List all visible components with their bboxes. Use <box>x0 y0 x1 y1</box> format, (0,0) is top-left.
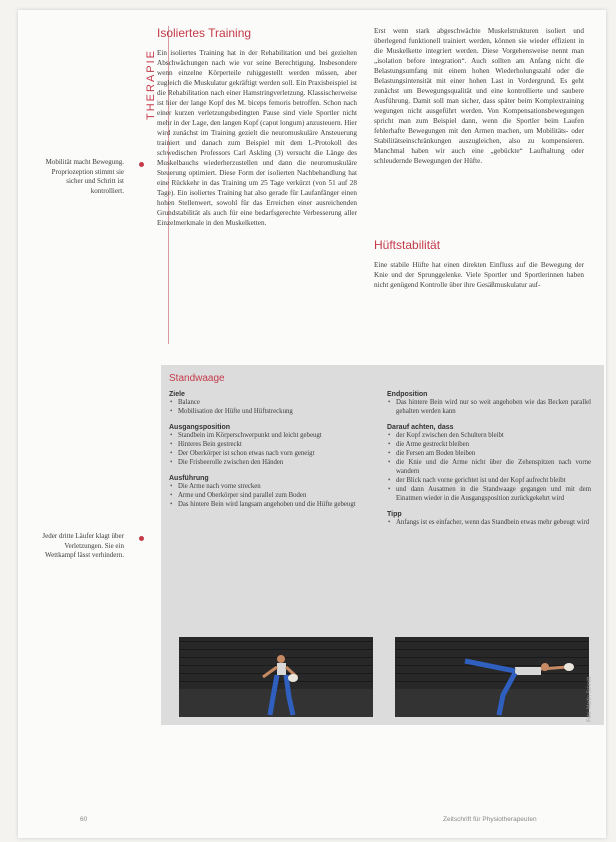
end-position-label: Endposition <box>387 391 428 398</box>
list-item: • Hinteres Bein gestreckt <box>178 440 365 449</box>
goals-label: Ziele <box>169 391 185 398</box>
attention-label: Darauf achten, dass <box>387 424 454 431</box>
article-column-2-continued: Eine stabile Hüfte hat einen direkten Einfluss auf die Bewegung der Knie und der Sprunggelenke. Viele Sportler und Sportlerinnen haben nicht genügend Kontrolle über ihre Gesäßmuskulatur auf- <box>374 261 584 289</box>
execution-list <box>169 482 365 509</box>
margin-note-marker <box>139 162 144 167</box>
page-number: 60 <box>80 816 88 823</box>
athlete-standing-figure <box>179 637 373 717</box>
exercise-title: Standwaage <box>169 373 225 384</box>
exercise-photo-start <box>179 637 373 717</box>
margin-note-2: Jeder dritte Läufer klagt über Verletzungen. Sie ein Wettkampf lässt verhindern. <box>42 532 124 559</box>
exercise-photo-end <box>395 637 593 722</box>
tip-list <box>387 518 591 527</box>
attention-list <box>387 431 591 503</box>
list-item: • Die Arme nach vorne strecken <box>178 482 365 491</box>
list-item: • Das hintere Bein wird nur so weit angehoben wie das Becken parallel gehalten werden kann <box>396 398 591 416</box>
athlete-balance-figure <box>395 637 589 717</box>
exercise-right-column <box>387 391 591 527</box>
execution-label: Ausführung <box>169 475 209 482</box>
margin-note-1: Mobilität macht Bewegung. Propriozeption stimmt sie sicher und Schritt ist kontrolliert. <box>45 158 124 195</box>
start-position-list <box>169 431 365 467</box>
list-item: • Die Frisbeerolle zwischen den Händen <box>178 458 365 467</box>
list-item: • die Knie und die Arme nicht über die Zehenspitzen nach vorne wandern <box>396 458 591 476</box>
list-item: • der Blick nach vorne gerichtet ist und der Kopf aufrecht bleibt <box>396 476 591 485</box>
tip-label: Tipp <box>387 511 402 518</box>
margin-note-marker <box>139 536 144 541</box>
list-item: • Mobilisation der Hüfte und Hüftstreckung <box>178 407 365 416</box>
journal-title: Zeitschrift für Physiotherapeuten <box>443 816 537 823</box>
list-item: • Arme und Oberkörper sind parallel zum Boden <box>178 491 365 500</box>
list-item: • die Fersen am Boden bleiben <box>396 449 591 458</box>
article-heading-2: Hüftstabilität <box>374 238 441 252</box>
photo-credit: Foto: Martin Schmitt <box>587 677 593 722</box>
list-item: • Anfangs ist es einfacher, wenn das Standbein etwas mehr gebeugt wird <box>396 518 591 527</box>
end-position-list <box>387 398 591 416</box>
exercise-left-column <box>169 391 365 509</box>
list-item: • der Kopf zwischen den Schultern bleibt <box>396 431 591 440</box>
list-item: • Das hintere Bein wird langsam angehoben und die Hüfte gebeugt <box>178 500 365 509</box>
list-item: • Der Oberkörper ist schon etwas nach vorn geneigt <box>178 449 365 458</box>
exercise-box <box>161 365 604 725</box>
article-heading: Isoliertes Training <box>157 26 252 40</box>
list-item: • Standbein im Körperschwerpunkt und leicht gebeugt <box>178 431 365 440</box>
article-column-1: Ein isoliertes Training hat in der Rehabilitation und bei gezielten Abschwächungen nach wie vor seine Berechtigung. Insbesondere wenn einzelne Körperteile ruhiggestellt werden müssen, aber zugleich die Muskulatur gekräftigt werden soll. Ein Praxisbeispiel ist die Rehabilitation nach einer Hamstringverletzung. Klassischerweise ist hier der lange Kopf des M. biceps femoris betroffen. Schon nach einer kurzen verletzungsbedingten Pause sind viele Sportler nicht mehr in der Lage, den langen Kopf (caput longum) anzusteuern. Hier wird zunächst im Training gezielt die neuromuskuläre Ansteuerung trainiert und danach zum Beispiel mit dem L-Protokoll des schwedischen Professors Carl Askling (3) versucht die Länge des Muskelbauchs wiederherzustellen und dann die neuromuskuläre Steuerung optimiert. Diese Form der isolierten Nachbehandlung hat eine Rückkehr in das Training um 25 Tage verkürzt (von 51 auf 28 Tage). Ein isoliertes Training hat also gerade für Laufanfänger einen hohen Stellenwert, sowohl für das Erreichen einer ausreichenden Grundstabilität als auch für eine bedarfsgerechte Verbesserung aller Einzelmerkmale in den Muskelketten. <box>157 49 357 227</box>
article-column-2: Erst wenn stark abgeschwächte Muskelstrukturen isoliert und überlegend funktionell trainiert werden, können sie wieder effizient in die Muskelkette integriert werden. Diese Vorgehensweise nennt man „isolation before integration“. Auch sollten am Anfang nicht die Belastungsumfang mit einem hohen Wiederholungszahl oder die Belastungsintensität mit einer hohen Last in Vordergrund. Es geht zunächst um Bewegungsqualität und eine kontrollierte und saubere Ausführung. Damit soll man sicher, dass später beim Komplextraining wegungen nicht ausgeführt werden. Von Kompensationsbewegungen spricht man zum Beispiel dann, wenn die Sportler beim Laufen fehlerhafte Bewegungen mit den Armen machen, um Mobilitäts- oder Stabilitätseinschränkungen auszugleichen, also zu kompensieren. Manchmal haben wir auch eine „gebückte“ Laufhaltung oder schleudernde Bewegungen der Hüfte. <box>374 27 584 165</box>
list-item: • und dann Ausatmen in die Standwaage gegangen und mit dem Einatmen wieder in die Ausgangsposition zurückgekehrt wird <box>396 485 591 503</box>
list-item: • die Arme gestreckt bleiben <box>396 440 591 449</box>
start-position-label: Ausgangsposition <box>169 424 231 431</box>
list-item: • Balance <box>178 398 365 407</box>
magazine-page <box>18 10 606 838</box>
goals-list <box>169 398 365 416</box>
section-tab: THERAPIE <box>145 48 157 120</box>
